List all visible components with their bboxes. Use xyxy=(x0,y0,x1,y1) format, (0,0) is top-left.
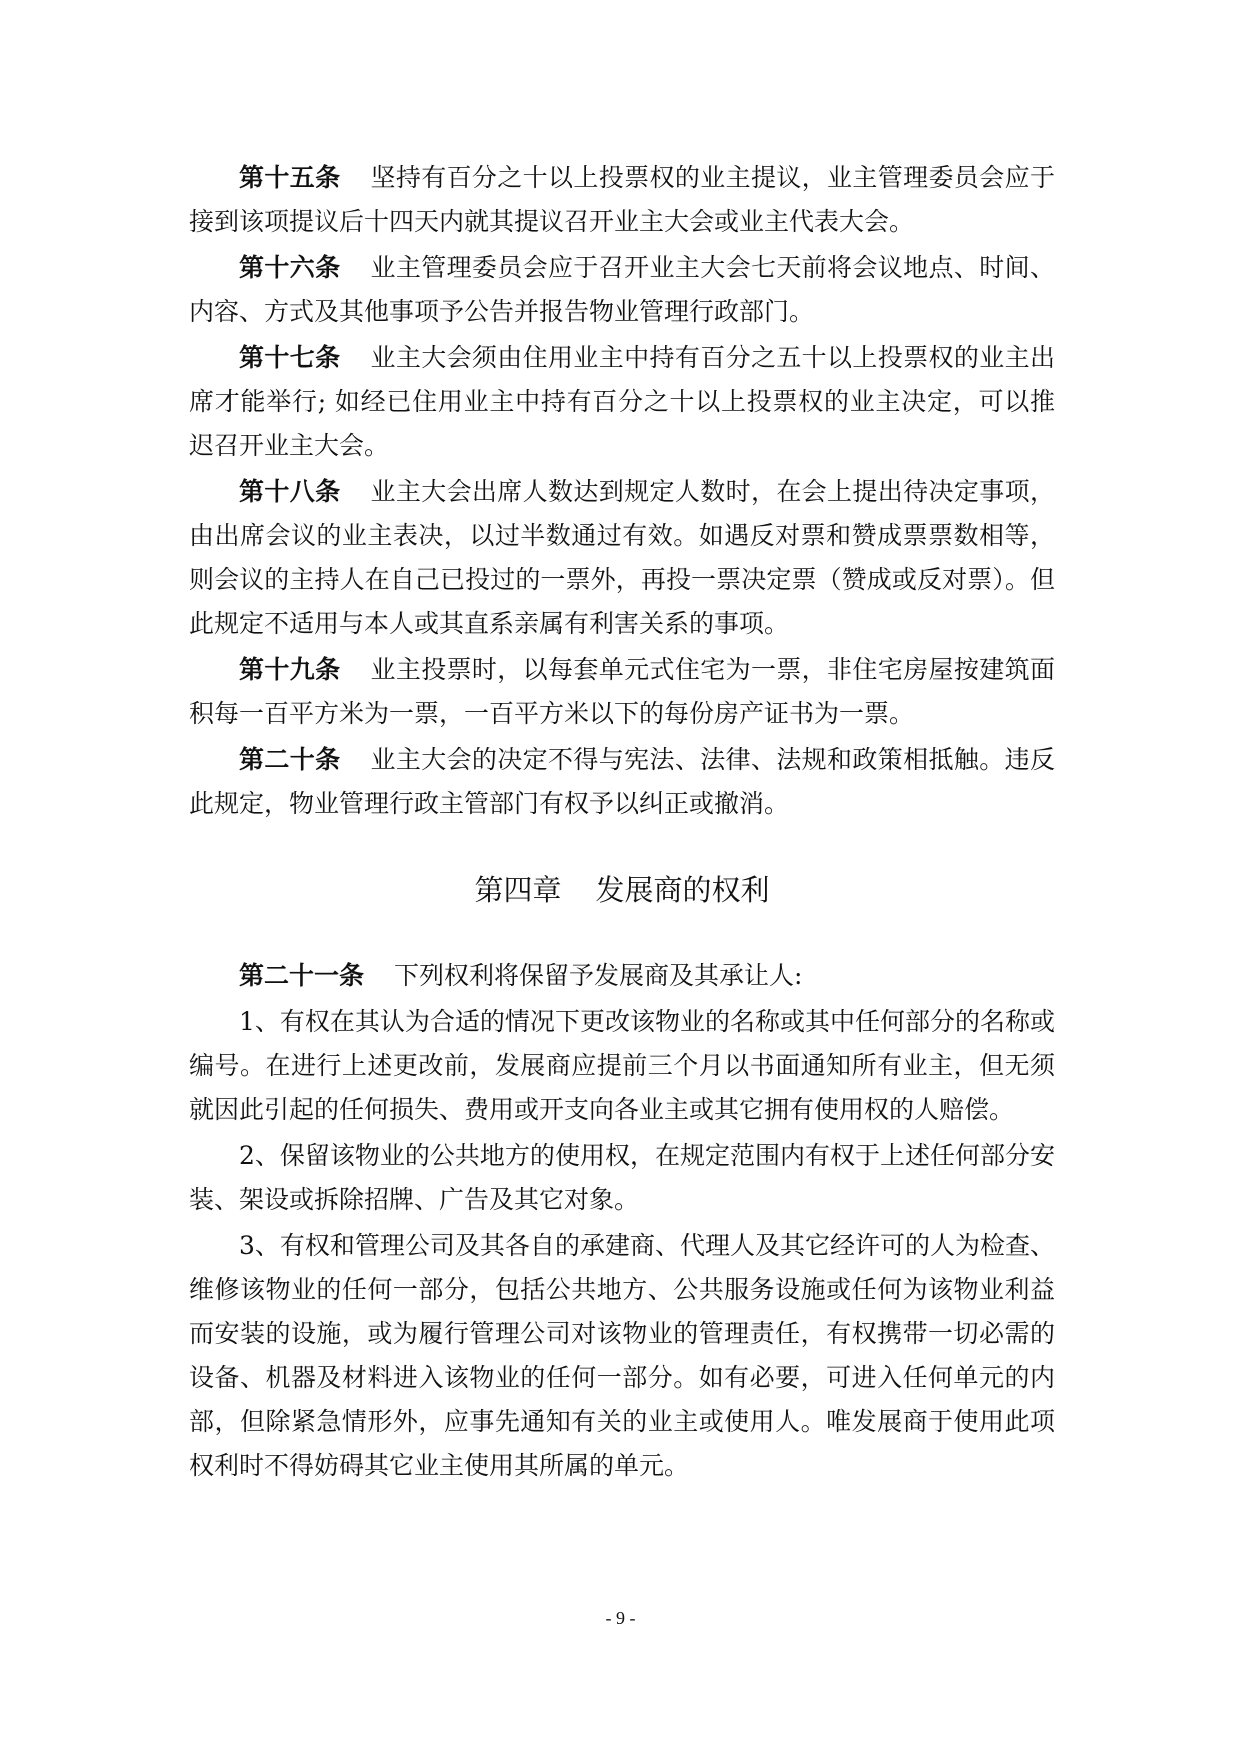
list-item-3: 3、有权和管理公司及其各自的承建商、代理人及其它经许可的人为检查、维修该物业的任何一部分，包括公共地方、公共服务设施或任何为该物业利益而安装的设施，或为履行管理公司对该物业的管理责任，有权携带一切必需的设备、机器及材料进入该物业的任何一部分。如有必要，可进入任何单元的内部，但除紧急情形外，应事先通知有关的业主或使用人。唯发展商于使用此项权利时不得妨碍其它业主使用其所属的单元。 xyxy=(189,1231,1055,1480)
list-item-1: 1、有权在其认为合适的情况下更改该物业的名称或其中任何部分的名称或编号。在进行上述更改前，发展商应提前三个月以书面通知所有业主，但无须就因此引起的任何损失、费用或开支向各业主或其它拥有使用权的人赔偿。 xyxy=(189,1007,1055,1124)
article-19 xyxy=(189,648,1055,736)
page-number: - 9 - xyxy=(605,1608,636,1628)
article-17 xyxy=(189,336,1055,468)
article-label: 第十六条 xyxy=(239,253,341,282)
article-label: 第十五条 xyxy=(239,163,341,192)
article-20 xyxy=(189,738,1055,826)
article-text: 业主投票时，以每套单元式住宅为一票，非住宅房屋按建筑面积每一百平方米为一票，一百平方米以下的每份房产证书为一票。 xyxy=(189,655,1055,728)
article-text: 业主大会出席人数达到规定人数时，在会上提出待决定事项，由出席会议的业主表决，以过半数通过有效。如遇反对票和赞成票票数相等，则会议的主持人在自己已投过的一票外，再投一票决定票（赞成或反对票）。但此规定不适用与本人或其直系亲属有利害关系的事项。 xyxy=(189,477,1055,638)
article-text: 下列权利将保留予发展商及其承让人: xyxy=(394,961,803,990)
chapter-title: 发展商的权利 xyxy=(595,873,770,907)
article-21 xyxy=(189,954,1055,998)
article-label: 第十九条 xyxy=(239,655,341,684)
article-label: 第二十条 xyxy=(239,745,341,774)
document-body xyxy=(189,156,1055,1490)
article-label: 第十八条 xyxy=(239,477,341,506)
chapter-heading xyxy=(189,868,1055,912)
list-item-2: 2、保留该物业的公共地方的使用权，在规定范围内有权于上述任何部分安装、架设或拆除招牌、广告及其它对象。 xyxy=(189,1141,1055,1214)
article-15 xyxy=(189,156,1055,244)
article-18 xyxy=(189,470,1055,646)
article-16 xyxy=(189,246,1055,334)
article-text: 业主管理委员会应于召开业主大会七天前将会议地点、时间、内容、方式及其他事项予公告并报告物业管理行政部门。 xyxy=(189,253,1055,326)
article-label: 第十七条 xyxy=(239,343,341,372)
article-text: 坚持有百分之十以上投票权的业主提议，业主管理委员会应于接到该项提议后十四天内就其提议召开业主大会或业主代表大会。 xyxy=(189,163,1055,236)
article-label: 第二十一条 xyxy=(239,961,365,990)
article-text: 业主大会须由住用业主中持有百分之五十以上投票权的业主出席才能举行; 如经已住用业主中持有百分之十以上投票权的业主决定，可以推迟召开业主大会。 xyxy=(189,343,1055,460)
article-text: 业主大会的决定不得与宪法、法律、法规和政策相抵触。违反此规定，物业管理行政主管部门有权予以纠正或撤消。 xyxy=(189,745,1055,818)
chapter-number: 第四章 xyxy=(474,873,562,907)
